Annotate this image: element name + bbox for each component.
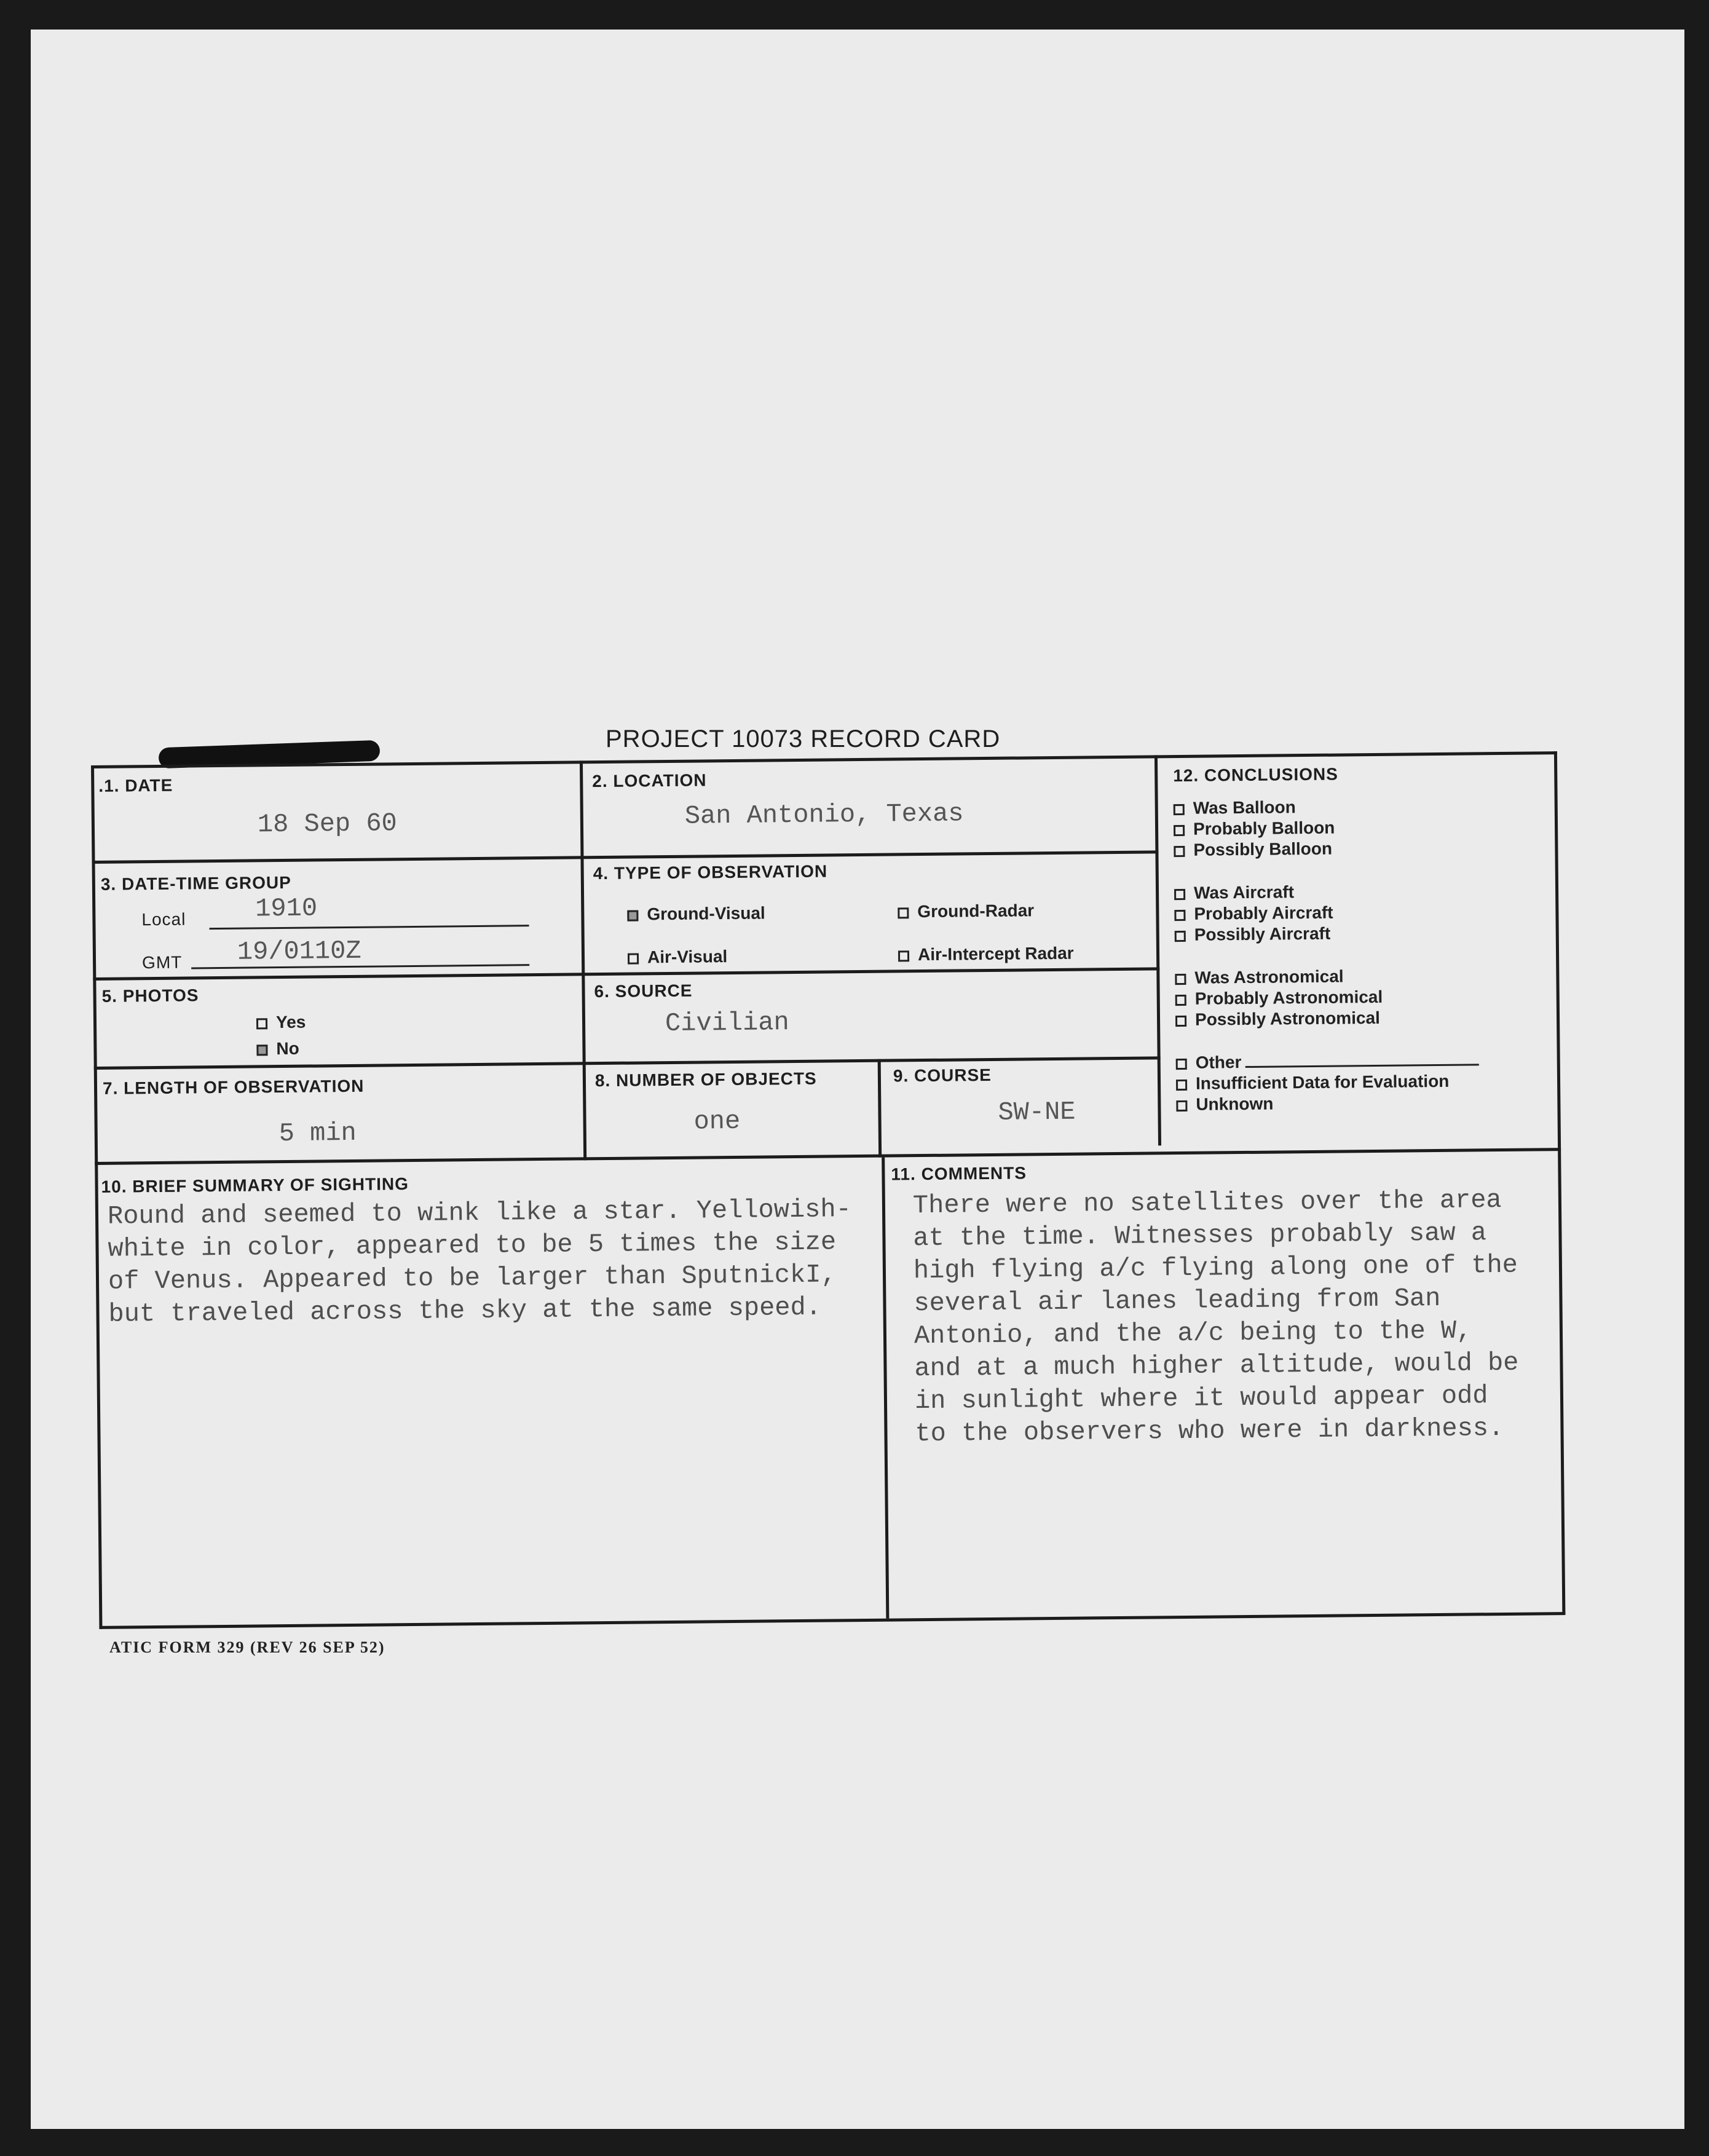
divider-col2: [1154, 755, 1161, 1145]
checkbox-icon[interactable]: [628, 953, 639, 964]
summary-text: Round and seemed to wink like a star. Yellowish- white in color, appeared to be 5 times the size of Venus. Appeared to be larger than SputnickI, but traveled across the sky at the same speed.: [107, 1194, 852, 1329]
date-value: 18 Sep 60: [257, 808, 398, 840]
observation-air-intercept-radar[interactable]: Air-Intercept Radar: [898, 944, 1074, 965]
length-of-observation-value: 5 min: [278, 1118, 357, 1149]
course-label: 9. COURSE: [893, 1065, 992, 1086]
checkbox-icon[interactable]: [1176, 1100, 1187, 1112]
number-of-objects-label: 8. NUMBER OF OBJECTS: [594, 1068, 817, 1091]
conclusion-probably-astronomical[interactable]: Probably Astronomical: [1175, 985, 1478, 1009]
local-time-value: 1910: [255, 893, 318, 924]
observation-ground-visual[interactable]: Ground-Visual: [627, 903, 765, 924]
conclusion-possibly-astronomical[interactable]: Possibly Astronomical: [1175, 1006, 1478, 1030]
checkbox-icon[interactable]: [898, 950, 909, 962]
local-time-underline: [210, 925, 529, 930]
checkbox-icon[interactable]: [1175, 974, 1186, 985]
divider-row3: [94, 1056, 1161, 1070]
observation-air-visual[interactable]: Air-Visual: [628, 947, 728, 968]
checkbox-icon[interactable]: [1175, 995, 1186, 1006]
conclusion-possibly-balloon[interactable]: Possibly Balloon: [1174, 837, 1477, 861]
local-time-label: Local: [141, 909, 186, 930]
date-label: .1. DATE: [98, 775, 173, 796]
divider-row4: [95, 1148, 1561, 1165]
checkbox-icon[interactable]: [898, 907, 909, 918]
checkbox-icon[interactable]: [1174, 846, 1185, 857]
photos-label: 5. PHOTOS: [101, 985, 199, 1006]
checkbox-icon[interactable]: [1175, 1016, 1186, 1027]
conclusion-unknown[interactable]: Unknown: [1176, 1091, 1479, 1115]
divider-row1: [92, 850, 1158, 864]
divider-8-9: [878, 1059, 882, 1158]
photos-no[interactable]: No: [256, 1039, 299, 1059]
divider-col1: [580, 760, 586, 1160]
type-of-observation-label: 4. TYPE OF OBSERVATION: [593, 861, 828, 883]
checkbox-icon[interactable]: [627, 910, 638, 921]
conclusion-insufficient-data[interactable]: Insufficient Data for Evaluation: [1176, 1070, 1479, 1094]
checkbox-icon[interactable]: [1176, 1080, 1187, 1091]
conclusions-list: [1174, 795, 1480, 1115]
source-value: Civilian: [665, 1008, 789, 1039]
checkbox-icon[interactable]: [1174, 804, 1185, 815]
conclusion-possibly-aircraft[interactable]: Possibly Aircraft: [1175, 922, 1478, 946]
checkbox-icon[interactable]: [1174, 889, 1185, 900]
location-value: San Antonio, Texas: [684, 799, 964, 831]
photos-yes[interactable]: Yes: [256, 1013, 306, 1033]
checkbox-icon[interactable]: [1174, 825, 1185, 836]
divider-row2: [93, 967, 1159, 981]
checkbox-icon[interactable]: [1174, 910, 1185, 921]
conclusions-label: 12. CONCLUSIONS: [1173, 764, 1338, 786]
divider-10-11: [882, 1158, 889, 1619]
comments-text: There were no satellites over the area at the time. Witnesses probably saw a high flying a/c flying along one of the several air lanes leading from San Antonio, and the a/c being to the W, and at a much higher altitude, would be in sunlight where it would appear odd to the observers who were in darkness.: [912, 1185, 1519, 1449]
card-title: PROJECT 10073 RECORD CARD: [606, 725, 1001, 752]
conclusion-probably-balloon[interactable]: Probably Balloon: [1174, 816, 1477, 840]
record-card: [91, 751, 1565, 1629]
conclusion-was-aircraft[interactable]: Was Aircraft: [1174, 880, 1477, 904]
checkbox-icon[interactable]: [256, 1044, 267, 1056]
form-footer: ATIC FORM 329 (REV 26 SEP 52): [109, 1638, 385, 1656]
conclusion-was-astronomical[interactable]: Was Astronomical: [1175, 965, 1478, 989]
length-of-observation-label: 7. LENGTH OF OBSERVATION: [102, 1076, 365, 1098]
source-label: 6. SOURCE: [594, 981, 693, 1001]
comments-label: 11. COMMENTS: [891, 1163, 1027, 1184]
location-label: 2. LOCATION: [592, 770, 707, 791]
date-time-group-label: 3. DATE-TIME GROUP: [100, 872, 291, 894]
gmt-time-value: 19/0110Z: [237, 936, 361, 967]
checkbox-icon[interactable]: [256, 1018, 267, 1029]
conclusion-was-balloon[interactable]: Was Balloon: [1174, 795, 1477, 819]
observation-ground-radar[interactable]: Ground-Radar: [898, 901, 1034, 922]
course-value: SW-NE: [998, 1097, 1076, 1127]
summary-label: 10. BRIEF SUMMARY OF SIGHTING: [101, 1174, 409, 1196]
conclusion-probably-aircraft[interactable]: Probably Aircraft: [1174, 901, 1477, 925]
number-of-objects-value: one: [693, 1106, 741, 1137]
conclusion-other[interactable]: Other: [1176, 1049, 1479, 1073]
checkbox-icon[interactable]: [1175, 931, 1186, 942]
gmt-time-label: GMT: [141, 952, 183, 973]
checkbox-icon[interactable]: [1176, 1059, 1187, 1070]
